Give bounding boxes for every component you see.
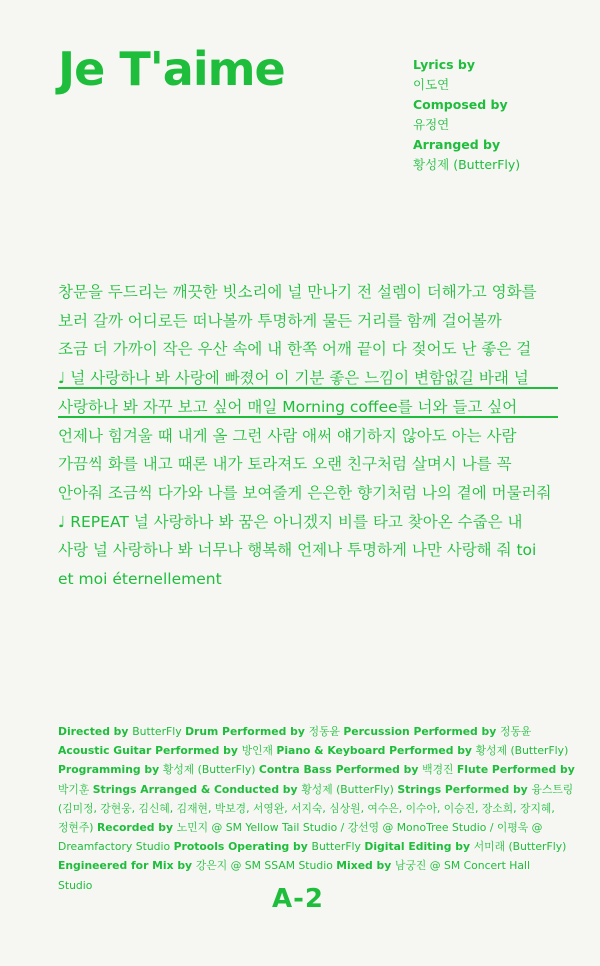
credit-name: ButterFly bbox=[132, 725, 186, 738]
credit-role: Lyrics by bbox=[413, 57, 476, 72]
lyric-line: ♩ 널 사랑하나 봐 사랑에 빠졌어 이 기분 좋은 느낌이 변함없길 바래 널 bbox=[58, 369, 529, 388]
credit-role: Strings Performed by bbox=[397, 782, 532, 796]
credit-role: Piano & Keyboard Performed by bbox=[276, 744, 476, 758]
lyric-line: 안아줘 조금씩 다가와 나를 보여줄게 은은한 향기처럼 나의 곁에 머물러줘 bbox=[58, 483, 552, 502]
credit-name: 황성제 (ButterFly) bbox=[301, 782, 398, 796]
production-credits bbox=[58, 722, 575, 895]
credit-line bbox=[58, 760, 575, 779]
credit-name: 서미래 (ButterFly) bbox=[473, 840, 567, 854]
credit-line bbox=[58, 856, 558, 875]
credit-role: Mixed by bbox=[336, 859, 396, 873]
lyric-line: 언제나 힘겨울 때 내게 올 그런 사람 애써 얘기하지 않아도 아는 사람 bbox=[58, 426, 517, 445]
credit-role: Strings Arranged & Conducted by bbox=[92, 782, 302, 796]
credit-role: Contra Bass Performed by bbox=[258, 763, 423, 777]
credit-role: Recorded by bbox=[96, 821, 177, 835]
credit-name: 방인재 bbox=[241, 744, 277, 758]
credit-line bbox=[58, 780, 574, 799]
credit-name: 백경진 bbox=[422, 763, 457, 777]
credit-role: Acoustic Guitar Performed by bbox=[58, 744, 242, 758]
credit-name: 황성제 (ButterFly) bbox=[162, 763, 259, 777]
credit-name: 정현주) bbox=[58, 821, 97, 835]
credit-line bbox=[58, 837, 567, 856]
credit-name: 강은지 @ SM SSAM Studio bbox=[195, 859, 337, 873]
credit-role: Composed by bbox=[413, 97, 508, 112]
chorus-underline bbox=[58, 387, 558, 389]
credit-name: ButterFly bbox=[311, 840, 365, 854]
lyric-line: 사랑하나 봐 자꾸 보고 싶어 매일 Morning coffee를 너와 들고 싶어 bbox=[58, 397, 518, 416]
credit-role: Percussion Performed by bbox=[343, 725, 501, 738]
credit-name: Dreamfactory Studio bbox=[58, 840, 174, 854]
credit-name: 정동윤 bbox=[308, 725, 344, 738]
lyric-line: 사랑 널 사랑하나 봐 너무나 행복해 언제나 투명하게 나만 사랑해 줘 toi bbox=[58, 541, 537, 560]
lyric-line: ♩ REPEAT 널 사랑하나 봐 꿈은 아니겠지 비를 타고 찾아온 수줍은 내 bbox=[58, 512, 523, 531]
lyric-line: et moi éternellement bbox=[58, 570, 222, 589]
credit-line bbox=[58, 818, 558, 837]
credit-name: 유정연 bbox=[413, 117, 450, 132]
credit-role: Programming by bbox=[58, 763, 163, 777]
song-title: Je T'aime bbox=[58, 42, 285, 96]
chorus-underline bbox=[58, 416, 558, 418]
credit-role: Arranged by bbox=[413, 137, 501, 152]
credit-name: 정동윤 bbox=[500, 725, 532, 738]
credit-name: (김미정, 강현웅, 김신혜, 김재현, 박보경, 서영완, 서지숙, 심상원, 여수은, 이수아, 이승진, 장소희, 장지혜, bbox=[58, 801, 555, 815]
credit-role: Protools Operating by bbox=[173, 840, 312, 854]
credit-name: 노민지 @ SM Yellow Tail Studio / 강선영 @ MonoTree Studio / 이평욱 @ bbox=[176, 821, 543, 835]
credit-name: 융스트링 bbox=[531, 782, 574, 796]
lyric-line: 보러 갈까 어디로든 떠나볼까 투명하게 물든 거리를 함께 걸어볼까 bbox=[58, 311, 502, 330]
credit-role: Drum Performed by bbox=[185, 725, 309, 738]
credit-line bbox=[58, 741, 569, 760]
credit-name: 이도연 bbox=[413, 77, 450, 92]
credit-name: Studio bbox=[58, 878, 93, 892]
credit-role: Engineered for Mix by bbox=[58, 859, 196, 873]
credit-name: 황성제 (ButterFly) bbox=[475, 744, 569, 758]
lyric-line: 가끔씩 화를 내고 때론 내가 토라져도 오랜 친구처럼 살며시 나를 꼭 bbox=[58, 455, 512, 474]
lyric-line: 창문을 두드리는 깨끗한 빗소리에 널 만나기 전 설렘이 더해가고 영화를 bbox=[58, 283, 537, 301]
lyric-line: 조금 더 가까이 작은 우산 속에 내 한쪽 어깨 끝이 다 젖어도 난 좋은 걸 bbox=[58, 340, 532, 359]
credit-line bbox=[58, 799, 558, 818]
credit-role: Flute Performed by bbox=[456, 763, 575, 777]
credit-role: Directed by bbox=[58, 725, 133, 738]
credit-role: Digital Editing by bbox=[364, 840, 474, 854]
credit-line bbox=[58, 722, 558, 741]
side-label: A-2 bbox=[272, 884, 325, 914]
lyrics-block bbox=[58, 278, 558, 594]
credit-name: 박기훈 bbox=[58, 782, 93, 796]
credit-name: 황성제 (ButterFly) bbox=[413, 157, 521, 172]
songwriting-credits bbox=[413, 55, 593, 175]
credit-name: 남궁진 @ SM Concert Hall bbox=[395, 859, 530, 873]
